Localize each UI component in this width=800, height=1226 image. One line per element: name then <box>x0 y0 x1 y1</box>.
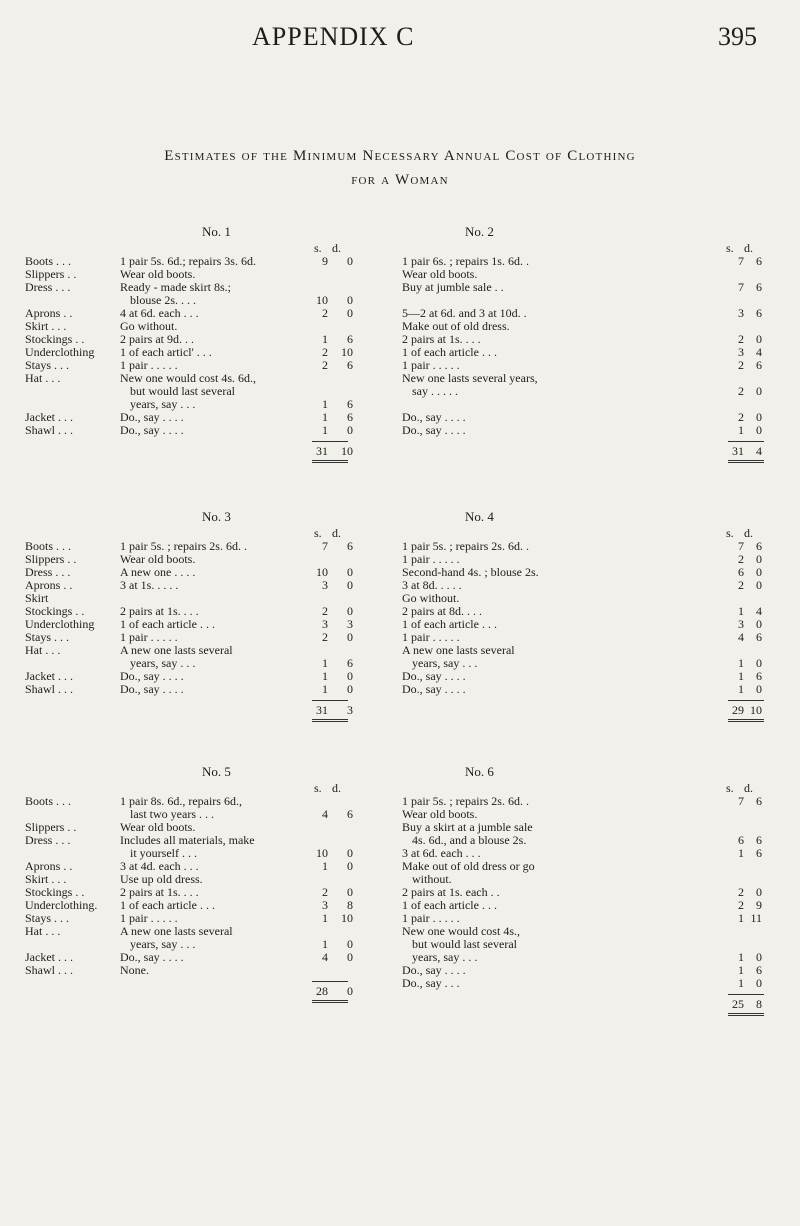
shillings-value: 1 <box>322 937 328 951</box>
pence-value: 0 <box>756 617 762 631</box>
total-pence: 0 <box>347 984 353 998</box>
item-description: Do., say . . . <box>402 976 460 990</box>
pence-value: 0 <box>347 885 353 899</box>
total-shillings: 25 <box>732 997 744 1011</box>
item-description: years, say . . . <box>412 656 478 670</box>
item-description: 1 of each article . . . <box>120 898 215 912</box>
item-description: 1 pair . . . . . <box>402 358 460 372</box>
item-description: Do., say . . . . <box>402 682 466 696</box>
item-description: 1 pair . . . . . <box>402 911 460 925</box>
item-description: Wear old boots. <box>120 267 196 281</box>
item-description: Do., say . . . . <box>402 669 466 683</box>
total-shillings: 31 <box>316 444 328 458</box>
item-description: last two years . . . <box>130 807 214 821</box>
item-description: Do., say . . . . <box>402 410 466 424</box>
shillings-value: 1 <box>738 682 744 696</box>
pence-value: 4 <box>756 345 762 359</box>
item-description: 1 of each article . . . <box>402 345 497 359</box>
table-title: Estimates of the Minimum Necessary Annual Cost of Clothing <box>164 148 636 164</box>
item-description: 1 pair 5s. 6d.; repairs 3s. 6d. <box>120 254 256 268</box>
shillings-value: 1 <box>738 963 744 977</box>
table-subtitle: for a Woman <box>351 172 449 188</box>
item-description: 1 pair . . . . . <box>120 911 178 925</box>
item-label: Skirt . . . <box>25 872 67 886</box>
pence-value: 0 <box>347 859 353 873</box>
total-pence: 4 <box>756 444 762 458</box>
shillings-value: 1 <box>322 911 328 925</box>
shillings-value: 2 <box>738 885 744 899</box>
shillings-value: 3 <box>322 617 328 631</box>
pence-value: 0 <box>347 846 353 860</box>
estimate-heading: No. 2 <box>465 224 494 239</box>
item-description: Wear old boots. <box>120 820 196 834</box>
pence-value: 6 <box>347 358 353 372</box>
pence-value: 0 <box>756 976 762 990</box>
pence-value: 9 <box>756 898 762 912</box>
shillings-value: 1 <box>322 656 328 670</box>
total-rule <box>312 441 348 442</box>
item-label: Underclothing <box>25 345 95 359</box>
pence-value: 6 <box>756 833 762 847</box>
item-label: Hat . . . <box>25 371 61 385</box>
item-label: Aprons . . <box>25 859 73 873</box>
shillings-value: 2 <box>738 578 744 592</box>
item-label: Shawl . . . <box>25 963 73 977</box>
shillings-value: 7 <box>738 539 744 553</box>
item-label: Jacket . . . <box>25 410 73 424</box>
item-description: 1 pair . . . . . <box>402 630 460 644</box>
total-pence: 10 <box>341 444 353 458</box>
pence-value: 6 <box>756 358 762 372</box>
running-head <box>0 22 800 62</box>
item-description: 2 pairs at 1s. . . . <box>402 332 481 346</box>
pence-value: 10 <box>341 911 353 925</box>
total-rule <box>312 981 348 982</box>
shillings-value: 2 <box>738 332 744 346</box>
item-description: Do., say . . . . <box>120 682 184 696</box>
estimate-heading: No. 6 <box>465 764 494 779</box>
s-unit-header: s. <box>314 526 322 540</box>
pence-value: 0 <box>347 682 353 696</box>
item-description: without. <box>412 872 452 886</box>
shillings-value: 3 <box>322 898 328 912</box>
estimate-heading: No. 4 <box>465 509 494 524</box>
shillings-value: 10 <box>316 565 328 579</box>
item-description: New one would cost 4s. 6d., <box>120 371 256 385</box>
item-description: 1 of each articl' . . . <box>120 345 212 359</box>
item-description: New one would cost 4s., <box>402 924 520 938</box>
item-description: 3 at 1s. . . . . <box>120 578 179 592</box>
shillings-value: 2 <box>738 384 744 398</box>
shillings-value: 3 <box>738 306 744 320</box>
pence-value: 0 <box>756 885 762 899</box>
pence-value: 0 <box>347 565 353 579</box>
pence-value: 0 <box>347 254 353 268</box>
item-description: Do., say . . . . <box>402 963 466 977</box>
item-description: 2 pairs at 1s. . . . <box>120 885 199 899</box>
shillings-value: 1 <box>738 950 744 964</box>
item-description: A new one lasts several <box>402 643 515 657</box>
item-label: Hat . . . <box>25 643 61 657</box>
item-description: 1 pair . . . . . <box>402 552 460 566</box>
item-description: Buy a skirt at a jumble sale <box>402 820 533 834</box>
shillings-value: 2 <box>322 885 328 899</box>
pence-value: 4 <box>756 604 762 618</box>
shillings-value: 1 <box>738 423 744 437</box>
item-label: Underclothing. <box>25 898 98 912</box>
item-description: A new one . . . . <box>120 565 196 579</box>
d-unit-header: d. <box>332 781 341 795</box>
shillings-value: 1 <box>738 669 744 683</box>
item-description: Second-hand 4s. ; blouse 2s. <box>402 565 539 579</box>
item-description: 1 pair 8s. 6d., repairs 6d., <box>120 794 242 808</box>
running-head-title: APPENDIX C <box>252 22 415 51</box>
pence-value: 0 <box>756 565 762 579</box>
shillings-value: 1 <box>322 332 328 346</box>
shillings-value: 2 <box>738 898 744 912</box>
pence-value: 6 <box>347 807 353 821</box>
item-description: Buy at jumble sale . . <box>402 280 504 294</box>
shillings-value: 2 <box>322 345 328 359</box>
shillings-value: 2 <box>738 552 744 566</box>
pence-value: 6 <box>756 794 762 808</box>
shillings-value: 10 <box>316 293 328 307</box>
shillings-value: 2 <box>322 604 328 618</box>
s-unit-header: s. <box>314 781 322 795</box>
item-description: 4s. 6d., and a blouse 2s. <box>412 833 527 847</box>
item-description: 2 pairs at 1s. each . . <box>402 885 500 899</box>
shillings-value: 3 <box>322 578 328 592</box>
item-label: Aprons . . <box>25 578 73 592</box>
pence-value: 0 <box>756 552 762 566</box>
pence-value: 0 <box>347 937 353 951</box>
s-unit-header: s. <box>726 526 734 540</box>
pence-value: 10 <box>341 345 353 359</box>
shillings-value: 1 <box>738 911 744 925</box>
item-description: None. <box>120 963 149 977</box>
item-label: Skirt . . . <box>25 319 67 333</box>
shillings-value: 1 <box>738 976 744 990</box>
estimate-block <box>0 765 800 1025</box>
shillings-value: 2 <box>322 630 328 644</box>
item-description: 3 at 6d. each . . . <box>402 846 481 860</box>
total-shillings: 29 <box>732 703 744 717</box>
item-description: years, say . . . <box>130 937 196 951</box>
pence-value: 0 <box>756 656 762 670</box>
item-label: Stays . . . <box>25 911 70 925</box>
item-description: Do., say . . . . <box>120 950 184 964</box>
item-description: Do., say . . . . <box>120 423 184 437</box>
item-label: Boots . . . <box>25 794 72 808</box>
item-description: Go without. <box>120 319 178 333</box>
total-pence: 3 <box>347 703 353 717</box>
item-description: 1 pair 5s. ; repairs 2s. 6d. . <box>120 539 247 553</box>
item-label: Dress . . . <box>25 565 71 579</box>
item-description: 1 of each article . . . <box>120 617 215 631</box>
shillings-value: 7 <box>322 539 328 553</box>
pence-value: 0 <box>756 332 762 346</box>
item-description: Make out of old dress or go <box>402 859 535 873</box>
page-number: 395 <box>718 22 757 51</box>
pence-value: 0 <box>756 682 762 696</box>
item-description: 1 pair 5s. ; repairs 2s. 6d. . <box>402 539 529 553</box>
item-label: Skirt <box>25 591 49 605</box>
shillings-value: 1 <box>738 656 744 670</box>
item-description: Do., say . . . . <box>402 423 466 437</box>
shillings-value: 2 <box>738 358 744 372</box>
item-description: 1 pair 5s. ; repairs 2s. 6d. . <box>402 794 529 808</box>
shillings-value: 3 <box>738 617 744 631</box>
item-label: Slippers . . <box>25 820 77 834</box>
pence-value: 6 <box>756 963 762 977</box>
shillings-value: 1 <box>738 846 744 860</box>
estimate-block <box>0 225 800 485</box>
item-description: say . . . . . <box>412 384 458 398</box>
item-label: Hat . . . <box>25 924 61 938</box>
item-description: Wear old boots. <box>402 267 478 281</box>
item-description: Ready - made skirt 8s.; <box>120 280 231 294</box>
item-label: Stockings . . <box>25 604 85 618</box>
shillings-value: 2 <box>322 358 328 372</box>
item-label: Boots . . . <box>25 539 72 553</box>
pence-value: 6 <box>756 306 762 320</box>
item-label: Stockings . . <box>25 885 85 899</box>
pence-value: 0 <box>347 306 353 320</box>
s-unit-header: s. <box>726 781 734 795</box>
shillings-value: 7 <box>738 280 744 294</box>
total-rule <box>312 700 348 701</box>
item-label: Shawl . . . <box>25 682 73 696</box>
item-description: 3 at 4d. each . . . <box>120 859 199 873</box>
total-rule <box>728 441 764 442</box>
item-description: A new one lasts several <box>120 643 233 657</box>
pence-value: 6 <box>347 410 353 424</box>
item-description: 2 pairs at 8d. . . . <box>402 604 482 618</box>
total-shillings: 31 <box>732 444 744 458</box>
pence-value: 3 <box>347 617 353 631</box>
item-description: years, say . . . <box>412 950 478 964</box>
s-unit-header: s. <box>314 241 322 255</box>
shillings-value: 2 <box>322 306 328 320</box>
item-description: Wear old boots. <box>120 552 196 566</box>
pence-value: 8 <box>347 898 353 912</box>
total-double-rule <box>728 719 764 722</box>
item-description: 5—2 at 6d. and 3 at 10d. . <box>402 306 527 320</box>
item-description: 2 pairs at 9d. . . <box>120 332 194 346</box>
item-label: Stays . . . <box>25 630 70 644</box>
total-double-rule <box>728 460 764 463</box>
item-label: Boots . . . <box>25 254 72 268</box>
d-unit-header: d. <box>332 526 341 540</box>
item-label: Dress . . . <box>25 833 71 847</box>
item-label: Slippers . . <box>25 267 77 281</box>
pence-value: 6 <box>347 332 353 346</box>
pence-value: 0 <box>347 293 353 307</box>
total-rule <box>728 994 764 995</box>
shillings-value: 10 <box>316 846 328 860</box>
shillings-value: 6 <box>738 565 744 579</box>
pence-value: 6 <box>756 846 762 860</box>
total-shillings: 28 <box>316 984 328 998</box>
item-description: 1 pair 6s. ; repairs 1s. 6d. . <box>402 254 529 268</box>
pence-value: 0 <box>756 578 762 592</box>
item-description: 3 at 8d. . . . . <box>402 578 462 592</box>
estimate-heading: No. 1 <box>202 224 231 239</box>
item-description: New one lasts several years, <box>402 371 538 385</box>
item-label: Jacket . . . <box>25 950 73 964</box>
item-label: Aprons . . <box>25 306 73 320</box>
pence-value: 6 <box>756 280 762 294</box>
shillings-value: 1 <box>322 682 328 696</box>
pence-value: 6 <box>347 539 353 553</box>
item-description: years, say . . . <box>130 397 196 411</box>
item-label: Slippers . . <box>25 552 77 566</box>
pence-value: 6 <box>756 669 762 683</box>
shillings-value: 1 <box>322 859 328 873</box>
pence-value: 0 <box>756 410 762 424</box>
item-description: Do., say . . . . <box>120 410 184 424</box>
pence-value: 0 <box>756 384 762 398</box>
total-double-rule <box>312 460 348 463</box>
item-description: 1 pair . . . . . <box>120 358 178 372</box>
total-rule <box>728 700 764 701</box>
shillings-value: 4 <box>322 950 328 964</box>
shillings-value: 1 <box>322 669 328 683</box>
pence-value: 0 <box>347 423 353 437</box>
d-unit-header: d. <box>744 781 753 795</box>
item-description: A new one lasts several <box>120 924 233 938</box>
estimate-heading: No. 5 <box>202 764 231 779</box>
total-pence: 10 <box>750 703 762 717</box>
shillings-value: 7 <box>738 794 744 808</box>
total-double-rule <box>312 719 348 722</box>
pence-value: 6 <box>756 539 762 553</box>
total-pence: 8 <box>756 997 762 1011</box>
item-description: blouse 2s. . . . <box>130 293 196 307</box>
item-description: 2 pairs at 1s. . . . <box>120 604 199 618</box>
shillings-value: 1 <box>322 397 328 411</box>
pence-value: 0 <box>756 423 762 437</box>
item-description: 1 of each article . . . <box>402 617 497 631</box>
item-description: years, say . . . <box>130 656 196 670</box>
item-label: Jacket . . . <box>25 669 73 683</box>
d-unit-header: d. <box>744 241 753 255</box>
shillings-value: 1 <box>322 423 328 437</box>
shillings-value: 6 <box>738 833 744 847</box>
d-unit-header: d. <box>332 241 341 255</box>
item-description: but would last several <box>130 384 235 398</box>
item-description: Wear old boots. <box>402 807 478 821</box>
d-unit-header: d. <box>744 526 753 540</box>
shillings-value: 1 <box>738 604 744 618</box>
item-label: Underclothing <box>25 617 95 631</box>
total-shillings: 31 <box>316 703 328 717</box>
pence-value: 0 <box>756 950 762 964</box>
estimate-heading: No. 3 <box>202 509 231 524</box>
item-label: Stockings . . <box>25 332 85 346</box>
item-description: Use up old dress. <box>120 872 203 886</box>
estimate-block <box>0 510 800 770</box>
item-label: Stays . . . <box>25 358 70 372</box>
pence-value: 0 <box>347 669 353 683</box>
pence-value: 0 <box>347 950 353 964</box>
item-description: but would last several <box>412 937 517 951</box>
pence-value: 6 <box>347 397 353 411</box>
s-unit-header: s. <box>726 241 734 255</box>
pence-value: 6 <box>756 254 762 268</box>
item-label: Shawl . . . <box>25 423 73 437</box>
shillings-value: 9 <box>322 254 328 268</box>
shillings-value: 1 <box>322 410 328 424</box>
total-double-rule <box>312 1000 348 1003</box>
item-description: 4 at 6d. each . . . <box>120 306 199 320</box>
shillings-value: 4 <box>322 807 328 821</box>
pence-value: 0 <box>347 604 353 618</box>
shillings-value: 2 <box>738 410 744 424</box>
item-description: Go without. <box>402 591 460 605</box>
item-label: Dress . . . <box>25 280 71 294</box>
pence-value: 0 <box>347 578 353 592</box>
pence-value: 0 <box>347 630 353 644</box>
pence-value: 6 <box>347 656 353 670</box>
shillings-value: 4 <box>738 630 744 644</box>
item-description: Do., say . . . . <box>120 669 184 683</box>
total-double-rule <box>728 1013 764 1016</box>
shillings-value: 7 <box>738 254 744 268</box>
shillings-value: 3 <box>738 345 744 359</box>
pence-value: 6 <box>756 630 762 644</box>
item-description: Includes all materials, make <box>120 833 255 847</box>
item-description: 1 pair . . . . . <box>120 630 178 644</box>
item-description: 1 of each article . . . <box>402 898 497 912</box>
pence-value: 11 <box>750 911 762 925</box>
item-description: it yourself . . . <box>130 846 197 860</box>
item-description: Make out of old dress. <box>402 319 510 333</box>
